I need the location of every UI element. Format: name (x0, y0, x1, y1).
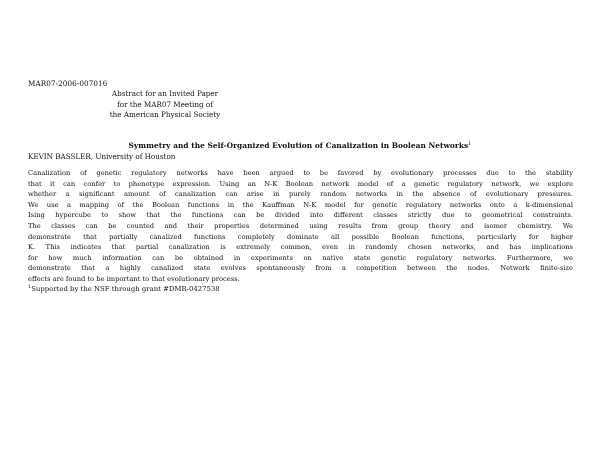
footnote-text: Supported by the NSF through grant #DMR-0427538 (31, 285, 220, 293)
title-footnote-mark: 1 (468, 141, 472, 147)
abstract-body (28, 168, 573, 285)
abstract-line: demonstrate that a highly canalized state evolves spontaneously from a competition between the nodes. Network finite-size (28, 264, 573, 273)
header-line-3: the American Physical Society (109, 110, 221, 119)
abstract-line: that it can confer to phenotype expression. Using an N-K Boolean network model of a genetic regulatory network, we explore (28, 179, 573, 188)
abstract-line: for how much information can be obtained in experiments on native state genetic regulatory networks. Furthermore, we (28, 253, 573, 262)
document-id: MAR07-2006-007016 (28, 79, 108, 88)
abstract-line: We use a mapping of the Boolean functions in the Kauffman N-K model for genetic regulatory networks onto a k-dimensional (28, 200, 573, 209)
funding-footnote (28, 284, 220, 293)
abstract-line: Canalization of genetic regulatory networks have been argued to be favored by evolutionary processes due to the stability (28, 169, 573, 177)
header-line-1: Abstract for an Invited Paper (111, 89, 219, 98)
footnote-mark: 1 (28, 284, 32, 290)
abstract-header (100, 89, 230, 121)
abstract-line: whether a significant amount of canalization can arise in purely random networks in the absence of evolutionary pressures. (28, 190, 573, 199)
abstract-line: K. This indicates that partial canalization is extremely common, even in randomly chosen networks, and has implications (28, 243, 573, 252)
abstract-line: Ising hypercube to show that the functions can be divided into different classes strictly due to geometrical constraints. (28, 211, 573, 220)
header-line-2: for the MAR07 Meeting of (117, 99, 213, 109)
abstract-line: effects are found to be important to that evolutionary process. (28, 274, 240, 283)
paper-title-text: Symmetry and the Self-Organized Evolution of Canalization in Boolean Networks (128, 141, 469, 150)
abstract-line: The classes can be counted and their properties determined using results from group theory and isomer chemistry. We (28, 221, 573, 230)
author-line: KEVIN BASSLER, University of Houston (28, 152, 176, 161)
abstract-line: demonstrate that partially canalized functions completely dominate all possible Boolean functions, particularly for higher (28, 232, 573, 241)
paper-title (28, 141, 572, 150)
